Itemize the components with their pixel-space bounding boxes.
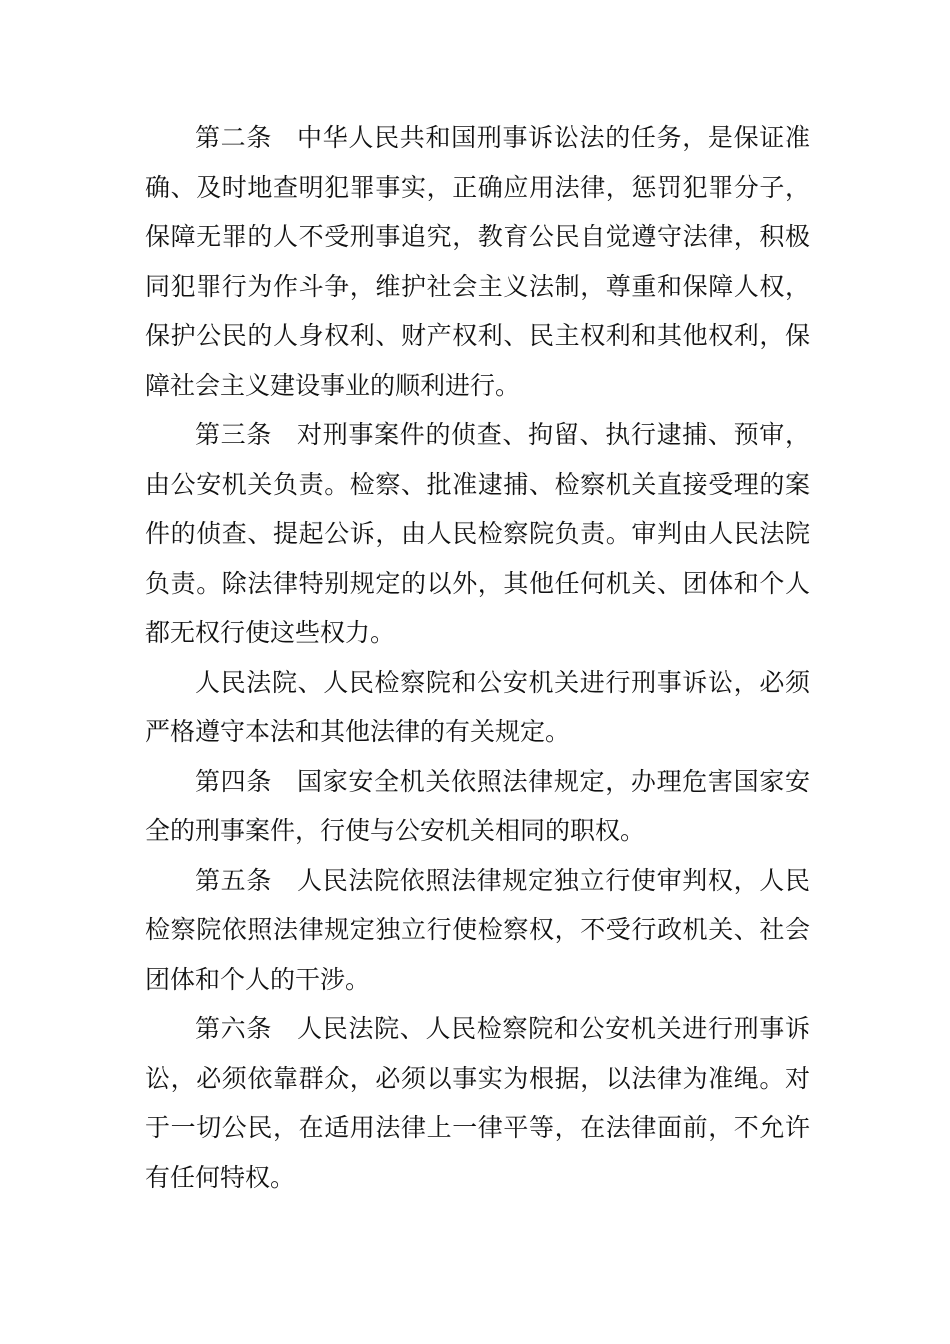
article-number: 第三条	[195, 420, 273, 449]
article-number: 第四条	[195, 766, 273, 796]
article-3-continuation-paragraph	[145, 658, 810, 757]
article-text: 中华人民共和国刑事诉讼法的任务，是保证准确、及时地查明犯罪事实，正确应用法律，惩罚犯罪分子，保障无罪的人不受刑事追究，教育公民自觉遵守法律，积极同犯罪行为作斗争，维护社会主义法制，尊重和保障人权，保护公民的人身权利、财产权利、民主权利和其他权利，保障社会主义建设事业的顺利进行。	[145, 123, 810, 400]
article-text: 国家安全机关依照法律规定，办理危害国家安全的刑事案件，行使与公安机关相同的职权。	[145, 766, 810, 845]
article-text: 对刑事案件的侦查、拘留、执行逮捕、预审，由公安机关负责。检察、批准逮捕、检察机关直接受理的案件的侦查、提起公诉，由人民检察院负责。审判由人民法院负责。除法律特别规定的以外，其他任何机关、团体和个人都无权行使这些权力。	[145, 420, 810, 647]
article-number: 第二条	[195, 123, 273, 152]
article-text: 人民法院依照法律规定独立行使审判权，人民检察院依照法律规定独立行使检察权，不受行政机关、社会团体和个人的干涉。	[145, 865, 810, 994]
article-text: 人民法院、人民检察院和公安机关进行刑事诉讼，必须依靠群众，必须以事实为根据，以法律为准绳。对于一切公民，在适用法律上一律平等，在法律面前，不允许有任何特权。	[145, 1014, 810, 1192]
article-number: 第五条	[195, 865, 273, 895]
article-text: 人民法院、人民检察院和公安机关进行刑事诉讼，必须严格遵守本法和其他法律的有关规定。	[145, 667, 810, 746]
article-2-paragraph	[145, 113, 810, 410]
article-6-paragraph	[145, 1004, 810, 1202]
article-number: 第六条	[195, 1014, 273, 1043]
article-5-paragraph	[145, 856, 810, 1005]
document-body	[145, 113, 810, 1202]
article-4-paragraph	[145, 757, 810, 856]
article-3-paragraph	[145, 410, 810, 658]
